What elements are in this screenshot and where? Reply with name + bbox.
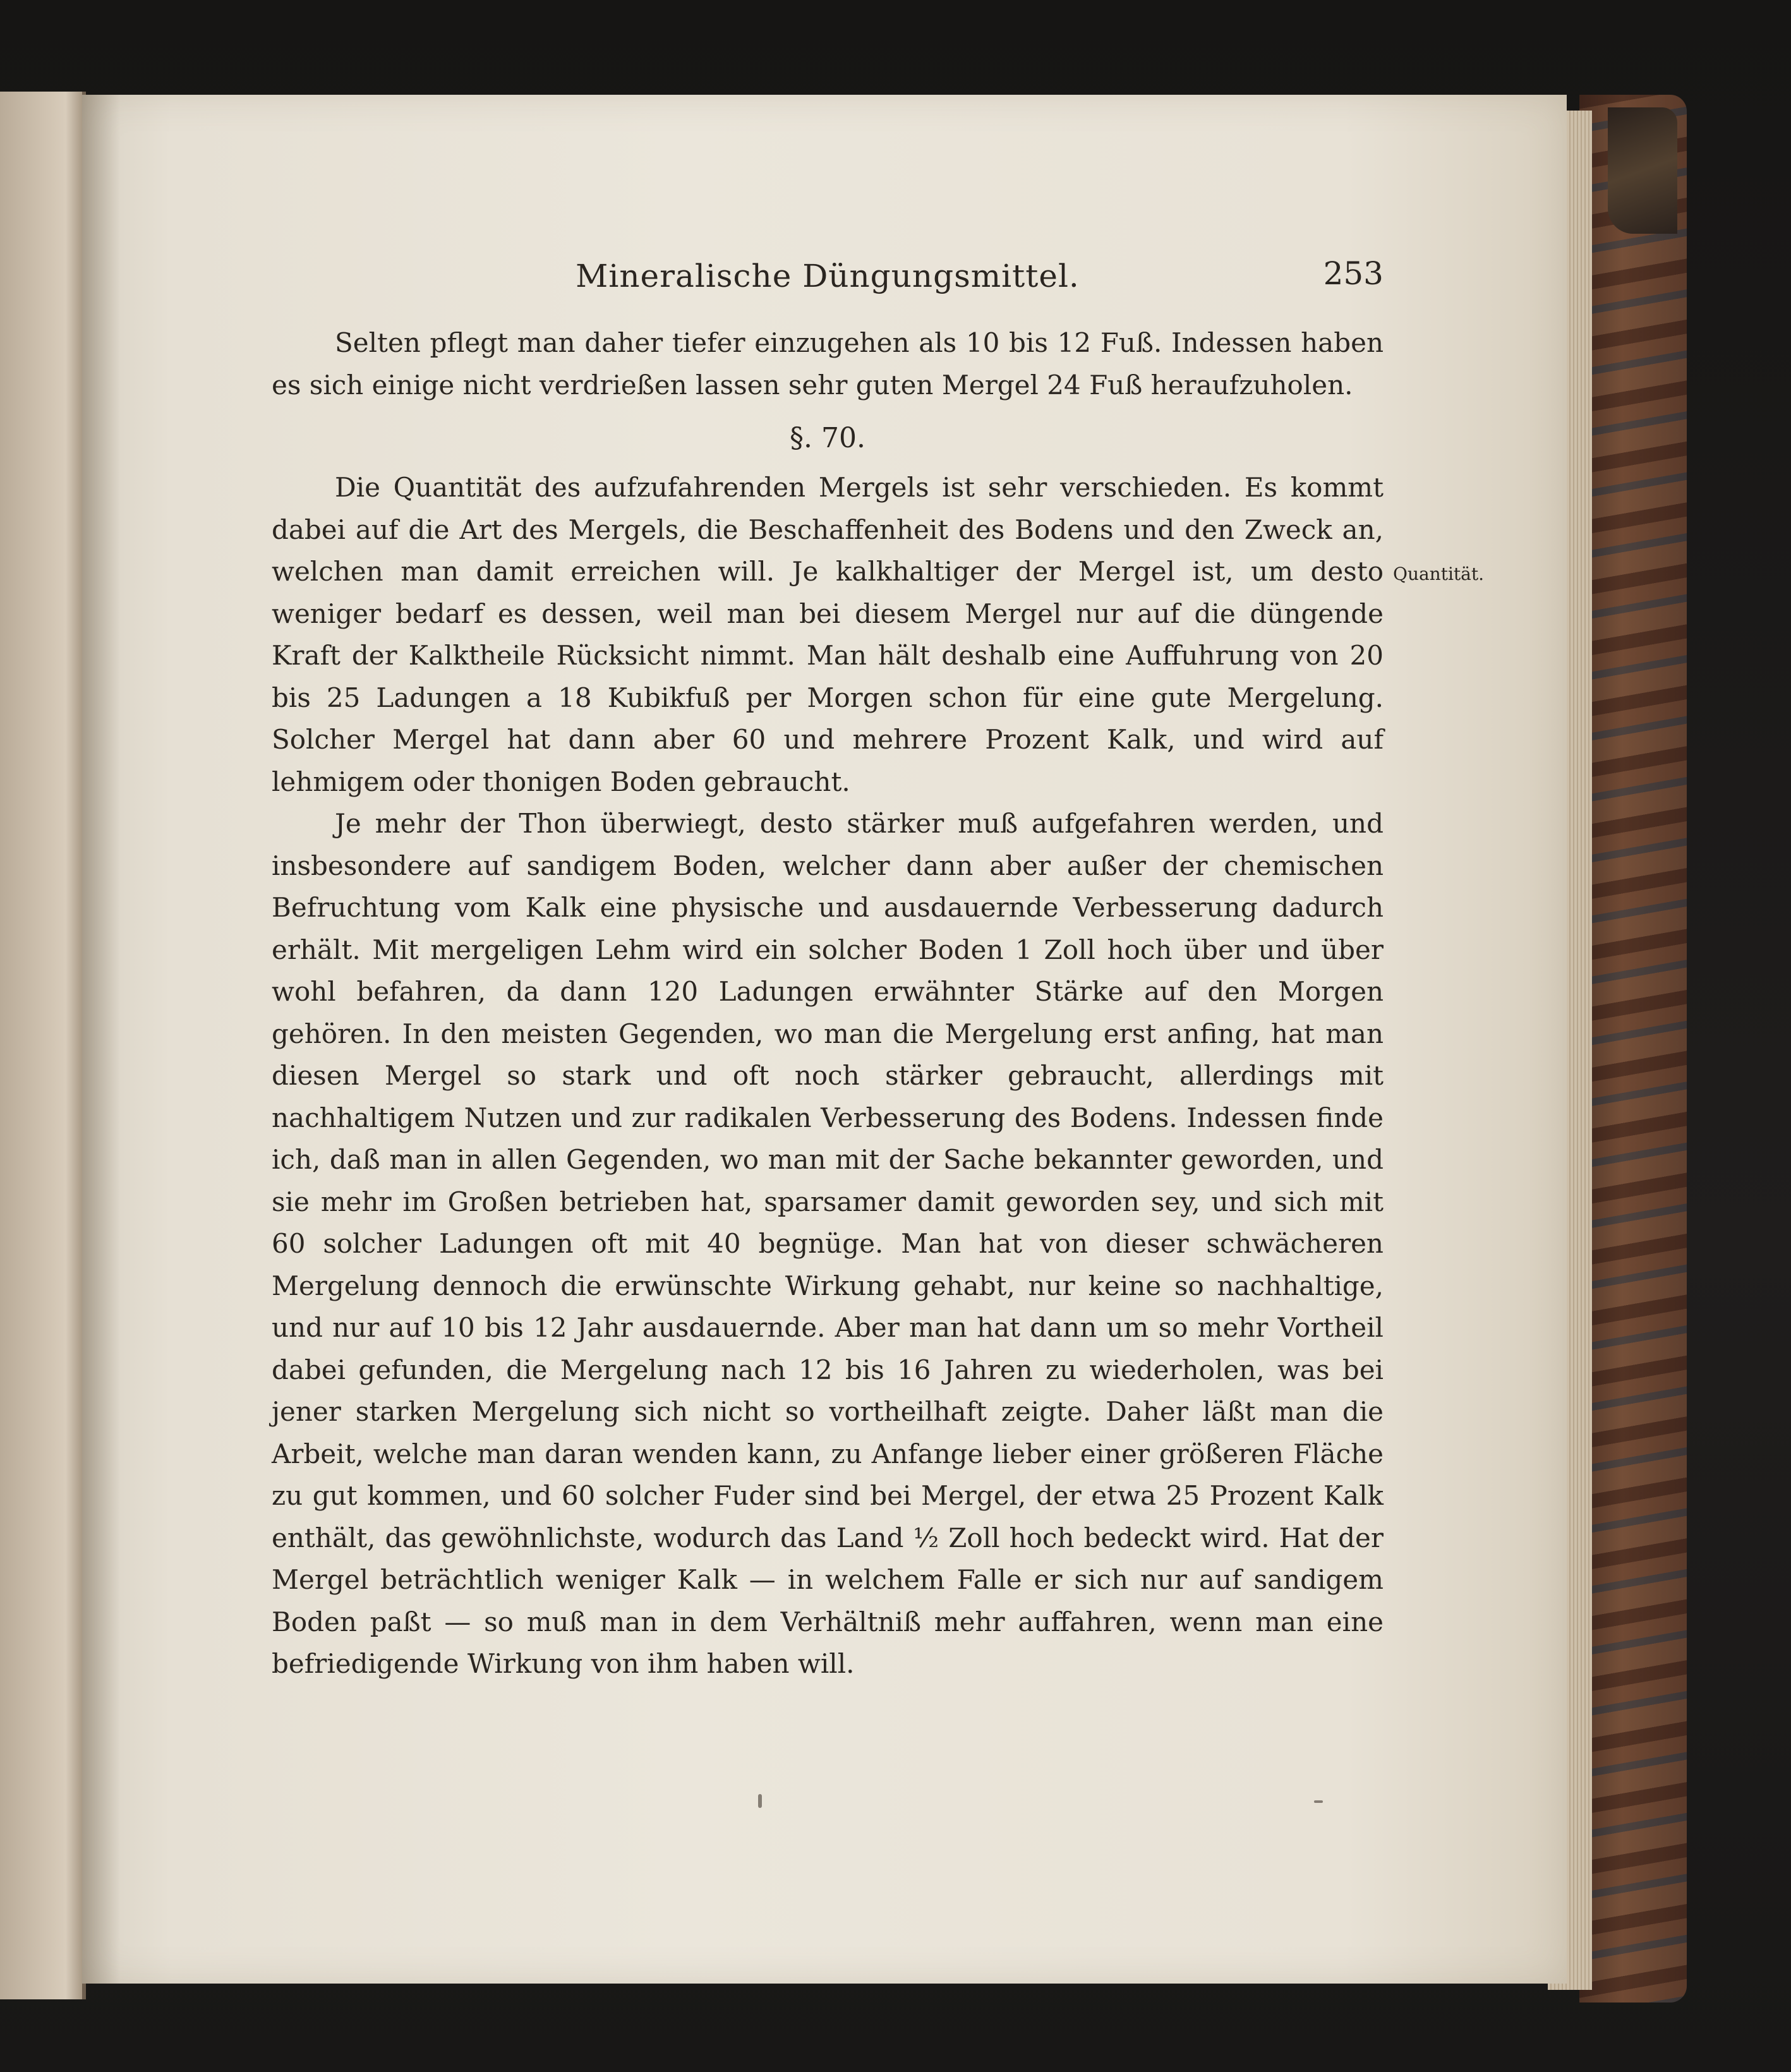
- facing-page-edge: [0, 92, 86, 1999]
- paragraph-intro: Selten pflegt man daher tiefer einzugehen als 10 bis 12 Fuß. Indessen haben es sich einige nicht verdrießen lassen sehr guten Mergel 24 Fuß heraufzuholen.: [272, 327, 1384, 401]
- page-number: 253: [1323, 255, 1384, 292]
- paper-speck: [758, 1794, 762, 1808]
- section-heading: §. 70.: [790, 422, 865, 454]
- page-header: [272, 246, 1384, 322]
- paragraph-quantity: Die Quantität des aufzufahrenden Mergels ist sehr verschieden. Es kommt dabei auf die Art des Mergels, die Beschaffenheit des Bodens und den Zweck an, welchen man damit erreichen will. Je kalkhaltiger der Mergel ist, um desto weniger bedarf es dessen, weil man bei diesem Mergel nur auf die düngende Kraft der Kalktheile Rücksicht nimmt. Man hält deshalb eine Auffuhrung von 20 bis 25 Ladungen a 18 Kubikfuß per Morgen schon für eine gute Mergelung. Solcher Mergel hat dann aber 60 und mehrere Prozent Kalk, und wird auf lehmigem oder thonigen Boden gebraucht.: [272, 472, 1384, 797]
- paragraph-clay: Je mehr der Thon überwiegt, desto stärker muß aufgefahren werden, und insbesondere auf sandigem Boden, welcher dann aber außer der chemischen Befruchtung vom Kalk eine physische und ausdauernde Verbesserung dadurch erhält. Mit mergeligen Lehm wird ein solcher Boden 1 Zoll hoch über und über wohl befahren, da dann 120 Ladungen erwähnter Stärke auf den Morgen gehören. In den meisten Gegenden, wo man die Mergelung erst anfing, hat man diesen Mergel so stark und oft noch stärker gebraucht, allerdings mit nachhaltigem Nutzen und zur radikalen Verbesserung des Bodens. Indessen finde ich, daß man in allen Gegenden, wo man mit der Sache bekannter geworden, und sie mehr im Großen betrieben hat, sparsamer damit geworden sey, und sich mit 60 solcher Ladungen oft mit 40 begnüge. Man hat von dieser schwächeren Mergelung dennoch die erwünschte Wirkung gehabt, nur keine so nachhaltige, und nur auf 10 bis 12 Jahr ausdauernde. Aber man hat dann um so mehr Vortheil dabei gefunden, die Mergelung nach 12 bis 16 Jahren zu wiederholen, was bei jener starken Mergelung sich nicht so vortheilhaft zeigte. Daher läßt man die Arbeit, welche man daran wenden kann, zu Anfange lieber einer größeren Fläche zu gut kommen, und 60 solcher Fuder sind bei Mergel, der etwa 25 Prozent Kalk enthält, das gewöhnlichste, wodurch das Land ½ Zoll hoch bedeckt wird. Hat der Mergel beträchtlich weniger Kalk — in welchem Falle er sich nur auf sandigem Boden paßt — so muß man in dem Verhältniß mehr auffahren, wenn man eine befriedigende Wirkung von ihm haben will.: [272, 808, 1384, 1679]
- book-page: [82, 95, 1567, 1984]
- cover-corner: [1608, 107, 1677, 234]
- running-title: Mineralische Düngungsmittel.: [576, 258, 1080, 294]
- page-text-block: [272, 246, 1384, 1685]
- gutter-shadow: [82, 95, 120, 1984]
- margin-note: Quantität.: [1393, 563, 1485, 584]
- book-cover-marbled-edge: [1579, 95, 1687, 2003]
- paper-speck: [1314, 1800, 1323, 1803]
